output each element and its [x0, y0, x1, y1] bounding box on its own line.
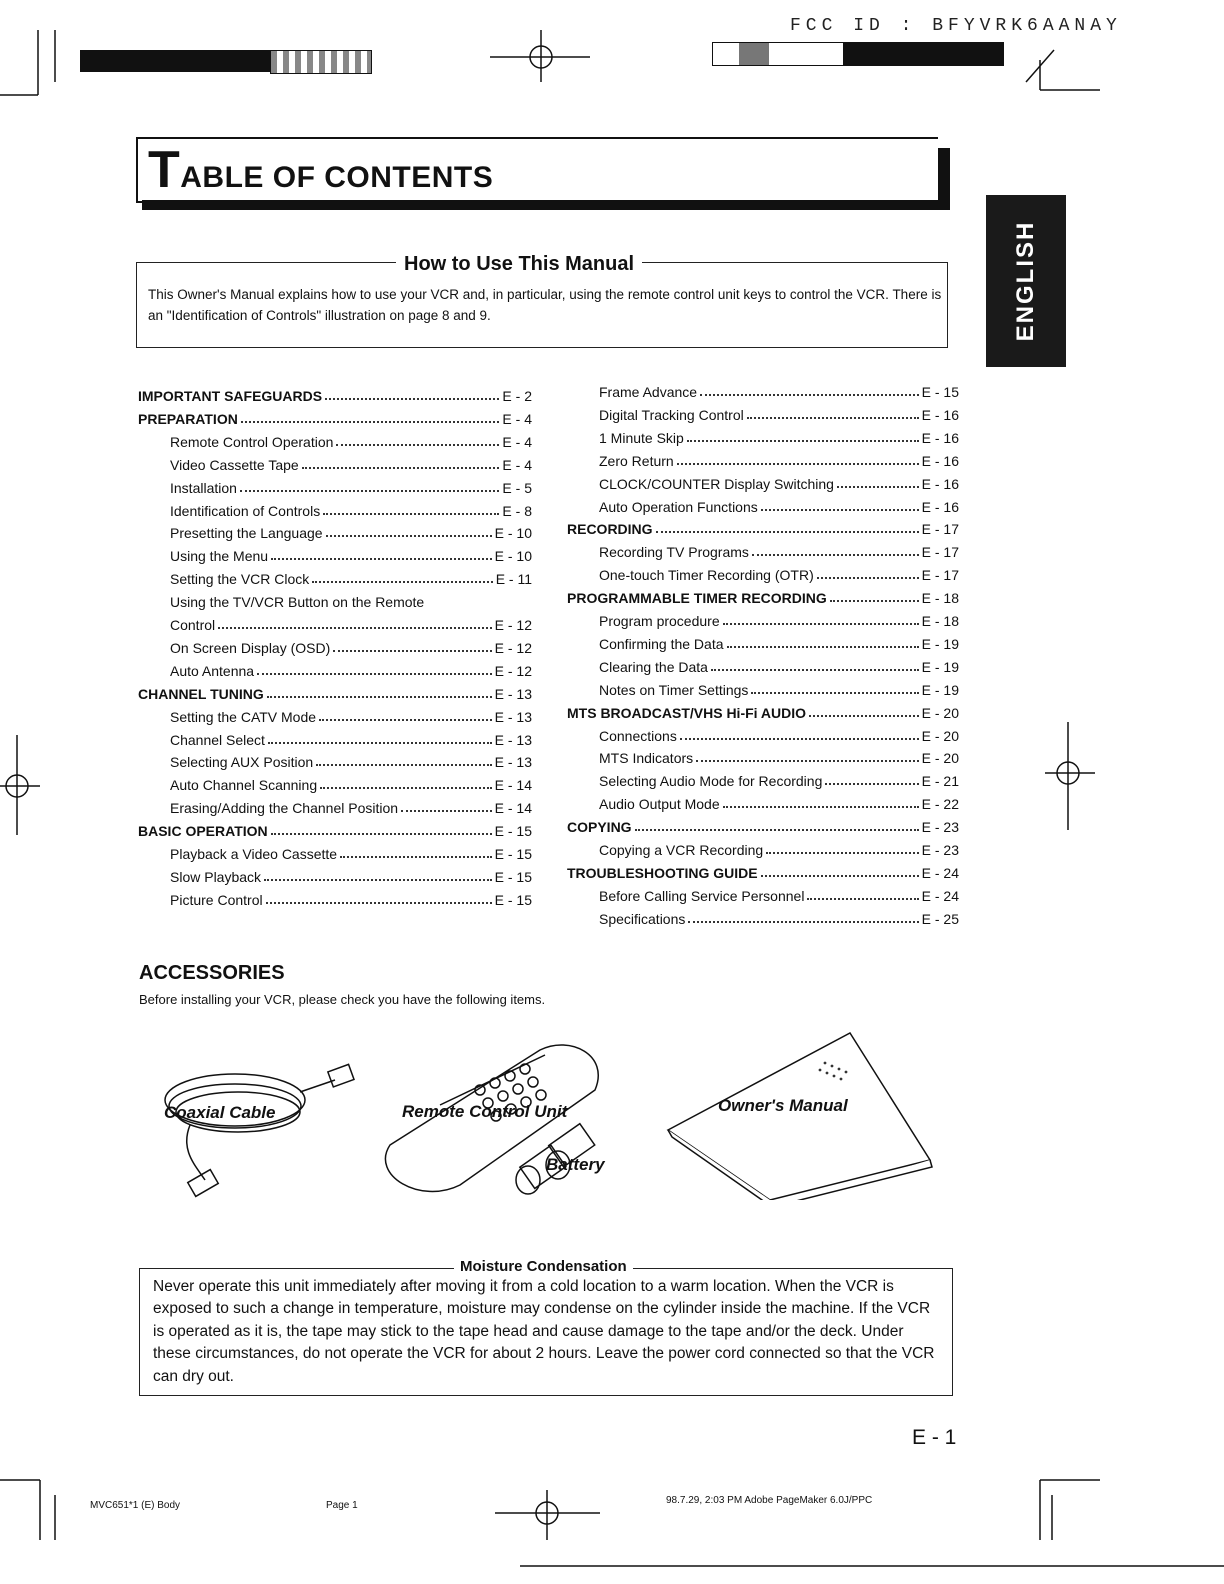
toc-entry-page: E - 23	[921, 842, 959, 858]
toc-entry	[599, 565, 959, 585]
toc-entry	[170, 501, 532, 521]
toc-entry-label: Digital Tracking Control	[599, 406, 744, 423]
toc-entry	[567, 817, 959, 837]
toc-entry-page: E - 19	[921, 635, 959, 652]
toc-entry-label: Frame Advance	[599, 384, 698, 400]
toc-entry-page: E - 15	[494, 891, 532, 908]
toc-entry	[599, 405, 959, 425]
toc-entry	[170, 730, 532, 750]
toc-entry	[170, 638, 532, 658]
toc-entry-label: MTS Indicators	[599, 750, 694, 767]
toc-entry-label: Notes on Timer Settings	[599, 681, 749, 698]
toc-entry-page: E - 24	[921, 887, 959, 904]
toc-entry-label: Playback a Video Cassette	[170, 846, 338, 862]
toc-entry-page: E - 13	[494, 708, 532, 725]
toc-entry	[170, 615, 532, 635]
toc-leader-dots	[336, 432, 499, 446]
toc-entry-page: E - 21	[921, 773, 959, 790]
toc-entry-page: E - 19	[921, 658, 959, 675]
toc-entry-page: E - 17	[921, 544, 959, 561]
toc-entry	[599, 748, 959, 768]
toc-entry-label: Remote Control Operation	[170, 433, 334, 450]
toc-leader-dots	[809, 703, 919, 717]
toc-leader-dots	[837, 474, 919, 488]
toc-entry-label: PREPARATION	[138, 410, 238, 427]
toc-entry-label: Auto Antenna	[170, 662, 255, 679]
remote-control-label: Remote Control Unit	[402, 1102, 568, 1121]
toc-leader-dots	[240, 478, 499, 492]
toc-entry-label: Using the Menu	[170, 548, 269, 565]
toc-leader-dots	[761, 497, 919, 511]
toc-entry-label: TROUBLESHOOTING GUIDE	[567, 864, 758, 881]
owners-manual-label: Owner's Manual	[718, 1096, 848, 1115]
footer-file: MVC651*1 (E) Body	[90, 1500, 181, 1511]
title-shadow-right	[938, 148, 950, 210]
page-title	[148, 140, 493, 200]
toc-entry-label: COPYING	[567, 819, 632, 836]
toc-entry-page: E - 20	[921, 704, 959, 721]
toc-entry	[567, 863, 959, 883]
toc-entry	[599, 657, 959, 677]
fcc-id: FCC ID : BFYVRK6AANAY	[790, 16, 1122, 36]
toc-entry	[567, 519, 959, 539]
toc-entry	[567, 703, 959, 723]
toc-entry-page: E - 4	[502, 456, 532, 473]
toc-entry-page: E - 18	[921, 590, 959, 607]
toc-entry-label: Picture Control	[170, 891, 263, 908]
toc-entry	[567, 588, 959, 608]
toc-leader-dots	[267, 684, 492, 698]
toc-entry	[170, 707, 532, 727]
toc-leader-dots	[635, 817, 919, 831]
toc-leader-dots	[830, 588, 919, 602]
toc-leader-dots	[271, 546, 492, 560]
toc-leader-dots	[319, 707, 492, 721]
toc-entry	[599, 886, 959, 906]
accessories-text: Before installing your VCR, please check you have the following items.	[139, 992, 546, 1007]
toc-entry-page: E - 17	[921, 567, 959, 584]
moisture-text: Never operate this unit immediately after moving it from a cold location to a warm location. When the VCR is exposed to such a change in temperature, moisture may condense on the cylinder inside the machine. If the VCR is operated as it is, the tape may stick to the tape head and cause damage to the tape and/or the deck. Under these circumstances, do not operate the VCR for about 2 hours. Leave the power cord connected so that the VCR can dry out.	[153, 1278, 935, 1385]
toc-entry	[599, 382, 959, 402]
toc-entry-page: E - 20	[921, 750, 959, 767]
toc-entry-label: Clearing the Data	[599, 658, 708, 675]
toc-entry	[599, 771, 959, 791]
toc-entry	[170, 661, 532, 681]
toc-leader-dots	[677, 451, 919, 465]
toc-entry	[170, 867, 532, 887]
toc-leader-dots	[316, 752, 491, 766]
toc-entry-label: Auto Channel Scanning	[170, 777, 318, 794]
toc-entry	[599, 634, 959, 654]
toc-entry-label: Control	[170, 617, 216, 633]
toc-entry-page: E - 15	[494, 868, 532, 885]
title-shadow-bottom	[142, 200, 950, 210]
toc-entry-label: Connections	[599, 727, 677, 744]
toc-leader-dots	[680, 726, 919, 740]
toc-entry-label: Before Calling Service Personnel	[599, 887, 805, 904]
toc-entry	[170, 478, 532, 498]
toc-leader-dots	[325, 386, 499, 400]
toc-entry-label: MTS BROADCAST/VHS Hi-Fi AUDIO	[567, 704, 807, 721]
toc-entry	[599, 542, 959, 562]
toc-entry-label: Specifications	[599, 910, 686, 927]
toc-entry-page: E - 15	[494, 823, 532, 840]
toc-entry-label: Installation	[170, 479, 237, 496]
toc-entry-page: E - 16	[921, 429, 959, 446]
toc-entry	[138, 821, 532, 841]
toc-entry-label: Video Cassette Tape	[170, 456, 299, 473]
toc-entry-page: E - 16	[921, 452, 959, 469]
toc-entry-page: E - 25	[921, 910, 959, 927]
toc-entry-label: Copying a VCR Recording	[599, 842, 764, 858]
toc-entry-label: Slow Playback	[170, 868, 262, 885]
toc-entry-page: E - 15	[494, 846, 532, 862]
toc-leader-dots	[312, 569, 492, 583]
toc-entry	[170, 775, 532, 795]
toc-entry	[599, 611, 959, 631]
toc-entry-page: E - 16	[921, 475, 959, 492]
toc-entry-page: E - 10	[494, 525, 532, 542]
toc-leader-dots	[218, 615, 492, 629]
toc-leader-dots	[266, 890, 492, 904]
toc-entry-page: E - 24	[921, 864, 959, 881]
toc-leader-dots	[401, 798, 492, 812]
how-to-use-title: How to Use This Manual	[396, 253, 642, 276]
toc-entry-page: E - 22	[921, 796, 959, 813]
toc-entry	[599, 474, 959, 494]
toc-leader-dots	[700, 382, 919, 396]
toc-entry-page: E - 12	[494, 639, 532, 656]
toc-entry-page: E - 15	[921, 384, 959, 400]
toc-entry	[170, 844, 532, 864]
how-to-use-text: This Owner's Manual explains how to use your VCR and, in particular, using the remote control unit keys to control the VCR. There is an "Identification of Controls" illustration on page 8 and 9.	[148, 287, 942, 323]
toc-entry	[170, 798, 532, 818]
toc-leader-dots	[326, 523, 492, 537]
toc-entry-label: Presetting the Language	[170, 525, 323, 542]
toc-entry	[138, 409, 532, 429]
toc-leader-dots	[766, 840, 918, 854]
toc-entry	[170, 592, 532, 612]
footer-stamp: 98.7.29, 2:03 PM Adobe PageMaker 6.0J/PPC	[666, 1495, 873, 1506]
toc-entry-label: Channel Select	[170, 731, 265, 748]
toc-entry-page: E - 12	[494, 617, 532, 633]
toc-entry-label: CHANNEL TUNING	[138, 685, 264, 702]
toc-entry-page: E - 14	[494, 800, 532, 817]
toc-leader-dots	[747, 405, 919, 419]
toc-entry-label: Confirming the Data	[599, 635, 724, 652]
toc-leader-dots	[687, 428, 919, 442]
toc-entry-page: E - 12	[494, 662, 532, 679]
toc-entry-page: E - 5	[502, 479, 532, 496]
toc-leader-dots	[696, 748, 919, 762]
toc-entry	[170, 455, 532, 475]
toc-entry-label: Setting the CATV Mode	[170, 708, 317, 725]
battery-label: Battery	[546, 1155, 605, 1174]
title-rest: ABLE OF CONTENTS	[180, 161, 494, 194]
toc-leader-dots	[723, 794, 919, 808]
title-initial: T	[148, 141, 181, 199]
toc-entry-page: E - 16	[921, 498, 959, 515]
toc-leader-dots	[323, 501, 499, 515]
language-tab	[986, 195, 1066, 367]
toc-entry	[599, 794, 959, 814]
toc-entry-page: E - 17	[921, 521, 959, 538]
toc-leader-dots	[268, 730, 492, 744]
toc-leader-dots	[711, 657, 919, 671]
toc-entry	[170, 569, 532, 589]
toc-entry-label: Erasing/Adding the Channel Position	[170, 800, 399, 817]
toc-entry-label: Using the TV/VCR Button on the Remote	[170, 594, 425, 611]
toc-leader-dots	[656, 519, 919, 533]
toc-entry-page: E - 10	[494, 548, 532, 565]
toc-entry-page: E - 18	[921, 613, 959, 629]
toc-entry-label: Auto Operation Functions	[599, 498, 758, 515]
toc-entry-label: Recording TV Programs	[599, 544, 749, 561]
page-number: E - 1	[912, 1426, 957, 1449]
toc-leader-dots	[751, 680, 918, 694]
toc-entry-page: E - 8	[502, 502, 532, 519]
toc-entry-label: BASIC OPERATION	[138, 823, 268, 840]
toc-leader-dots	[761, 863, 919, 877]
toc-entry-label: Identification of Controls	[170, 502, 321, 519]
toc-leader-dots	[688, 909, 918, 923]
toc-leader-dots	[723, 611, 919, 625]
toc-leader-dots	[241, 409, 500, 423]
toc-entry-label: CLOCK/COUNTER Display Switching	[599, 475, 834, 492]
toc-entry-page: E - 13	[494, 731, 532, 748]
language-tab-label: ENGLISH	[1012, 220, 1039, 342]
toc-entry	[599, 909, 959, 929]
toc-entry-page: E - 14	[494, 777, 532, 794]
toc-entry-page: E - 11	[495, 571, 532, 588]
toc-entry-page: E - 4	[502, 433, 532, 450]
toc-leader-dots	[257, 661, 492, 675]
toc-leader-dots	[333, 638, 491, 652]
toc-entry	[138, 684, 532, 704]
toc-entry-label: PROGRAMMABLE TIMER RECORDING	[567, 590, 827, 607]
toc-leader-dots	[340, 844, 492, 858]
toc-entry-label: Program procedure	[599, 613, 720, 629]
accessories-title: ACCESSORIES	[139, 962, 285, 984]
toc-entry	[599, 428, 959, 448]
toc-leader-dots	[807, 886, 918, 900]
toc-entry-label: One-touch Timer Recording (OTR)	[599, 567, 814, 584]
toc-entry-label: On Screen Display (OSD)	[170, 639, 331, 656]
toc-entry-label: Selecting AUX Position	[170, 754, 314, 771]
toc-entry-page: E - 19	[921, 681, 959, 698]
toc-leader-dots	[320, 775, 492, 789]
coaxial-cable-label: Coaxial Cable	[164, 1103, 276, 1122]
toc-leader-dots	[271, 821, 492, 835]
toc-entry	[170, 523, 532, 543]
toc-entry	[599, 840, 959, 860]
toc-entry-page: E - 2	[502, 388, 532, 404]
toc-entry-label: Zero Return	[599, 452, 674, 469]
toc-entry	[599, 451, 959, 471]
toc-entry-label: RECORDING	[567, 521, 653, 538]
toc-entry-label: Selecting Audio Mode for Recording	[599, 773, 823, 790]
toc-entry	[599, 497, 959, 517]
moisture-title: Moisture Condensation	[454, 1258, 633, 1275]
toc-entry-label: 1 Minute Skip	[599, 429, 684, 446]
toc-entry	[170, 752, 532, 772]
toc-entry	[599, 680, 959, 700]
toc-entry	[170, 890, 532, 910]
toc-leader-dots	[264, 867, 492, 881]
toc-entry-page: E - 20	[921, 727, 959, 744]
toc-entry-label: IMPORTANT SAFEGUARDS	[138, 388, 323, 404]
footer-page: Page 1	[326, 1500, 358, 1511]
toc-leader-dots	[302, 455, 500, 469]
toc-entry-label: Audio Output Mode	[599, 796, 720, 813]
toc-entry	[138, 386, 532, 406]
toc-entry-page: E - 4	[502, 410, 532, 427]
toc-leader-dots	[752, 542, 919, 556]
toc-entry-page: E - 13	[494, 685, 532, 702]
toc-entry	[170, 546, 532, 566]
toc-entry-page: E - 13	[494, 754, 532, 771]
toc-entry	[599, 726, 959, 746]
toc-entry-page: E - 23	[921, 819, 959, 836]
toc-entry-label: Setting the VCR Clock	[170, 571, 310, 588]
toc-leader-dots	[727, 634, 919, 648]
toc-entry	[170, 432, 532, 452]
toc-leader-dots	[817, 565, 919, 579]
toc-entry-page: E - 16	[921, 406, 959, 423]
toc-leader-dots	[825, 771, 918, 785]
